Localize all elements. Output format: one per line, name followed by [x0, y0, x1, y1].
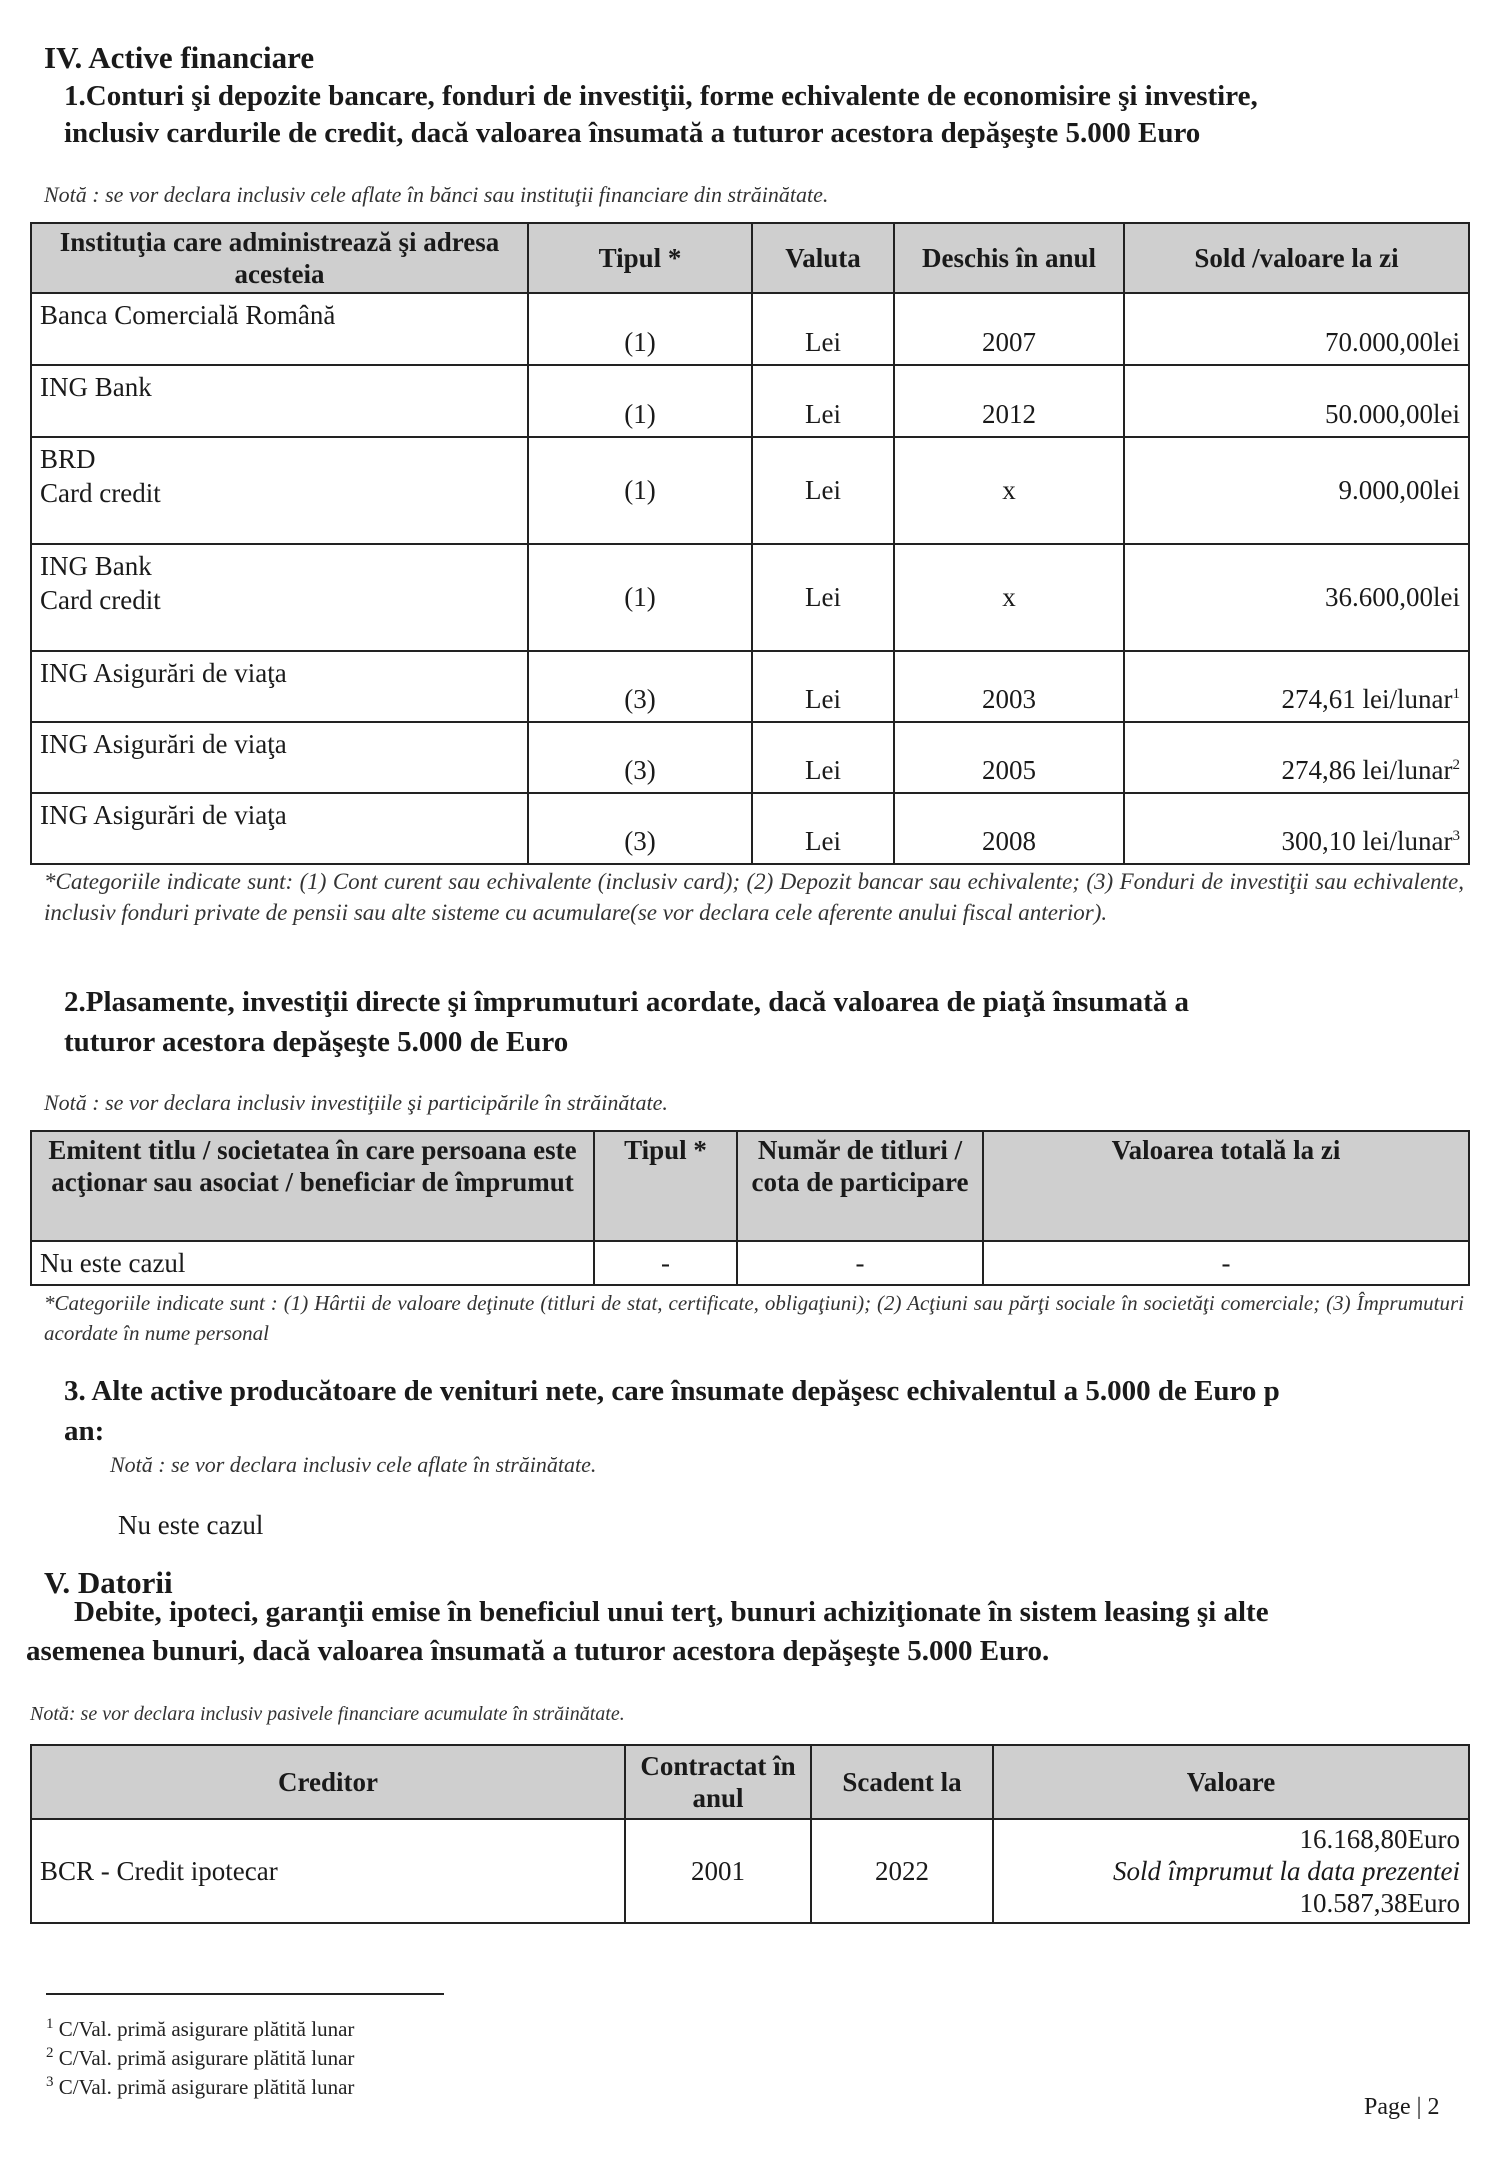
- value-cell: 274,86 lei/lunar: [1281, 755, 1453, 785]
- institution-name: ING Bank: [40, 551, 152, 581]
- sub1-note: Notă : se vor declara inclusiv cele aflate în bănci sau instituţii financiare din străinătate.: [44, 182, 829, 207]
- type-cell: (1): [528, 365, 752, 437]
- year-cell: 2008: [894, 793, 1124, 864]
- sub1-heading-line2: inclusiv cardurile de credit, dacă valoarea însumată a tuturor acestora depăşeşte 5.000 Euro: [64, 117, 1201, 149]
- debts-heading-line1: Debite, ipoteci, garanţii emise în beneficiul unui terţ, bunuri achiziţionate în sistem leasing şi alte: [74, 1596, 1269, 1628]
- footnote: $^2$ C/Val. primă asigurare plătită lunar: [46, 2045, 355, 2070]
- debts-table: [30, 1744, 1470, 1924]
- sub3-text: Nu este cazul: [118, 1510, 264, 1540]
- col-type: Tipul *: [594, 1131, 737, 1241]
- due-cell: 2022: [811, 1819, 993, 1923]
- col-institution: Instituţia care administrează şi adresa acesteia: [31, 223, 528, 293]
- debts-note: Notă: se vor declara inclusiv pasivele financiare acumulate în străinătate.: [30, 1703, 625, 1725]
- total-cell: -: [983, 1241, 1469, 1285]
- section-4-title: IV. Active financiare: [44, 40, 315, 75]
- footnote: $^3$ C/Val. primă asigurare plătită lunar: [46, 2074, 355, 2099]
- table-row: [31, 437, 1469, 544]
- institution-name: BRD: [40, 444, 96, 474]
- section-5-title: V. Datorii: [44, 1565, 173, 1600]
- col-contracted: Contractat în anul: [625, 1745, 811, 1819]
- footnote-ref[interactable]: 2: [1452, 757, 1460, 773]
- table-row: [31, 544, 1469, 651]
- currency-cell: Lei: [752, 437, 894, 544]
- issuer-cell: Nu este cazul: [31, 1241, 594, 1285]
- year-cell: 2003: [894, 651, 1124, 722]
- footnote: $^1$ C/Val. primă asigurare plătită lunar: [46, 2016, 355, 2041]
- value-balance: 10.587,38Euro: [1299, 1888, 1460, 1918]
- year-cell: 2007: [894, 293, 1124, 365]
- sub2-heading-line2: tuturor acestora depăşeşte 5.000 de Euro: [64, 1026, 569, 1058]
- value-cell: 300,10 lei/lunar: [1281, 826, 1453, 856]
- investments-table: [30, 1130, 1470, 1286]
- col-creditor: Creditor: [31, 1745, 625, 1819]
- value-cell: 50.000,00lei: [1325, 399, 1460, 429]
- sub2-note: Notă : se vor declara inclusiv investiţiile şi participările în străinătate.: [44, 1090, 668, 1115]
- currency-cell: Lei: [752, 293, 894, 365]
- currency-cell: Lei: [752, 365, 894, 437]
- currency-cell: Lei: [752, 722, 894, 793]
- col-count: Număr de titluri / cota de participare: [737, 1131, 983, 1241]
- count-cell: -: [737, 1241, 983, 1285]
- value-cell: 274,61 lei/lunar: [1281, 684, 1453, 714]
- sub1-heading-line1: 1.Conturi şi depozite bancare, fonduri de investiţii, forme echivalente de economisire şi investire,: [64, 80, 1258, 112]
- table-row: [31, 651, 1469, 722]
- sub1-categories: *Categoriile indicate sunt: (1) Cont curent sau echivalente (inclusiv card); (2) Depozit bancar sau echivalente; (3) Fonduri de investiţii sau echivalente, inclusiv fonduri private de pensii sau alte sisteme cu acumulare(se vor declara cele aferente anului fiscal anterior).: [44, 869, 1464, 925]
- col-opened: Deschis în anul: [894, 223, 1124, 293]
- value-cell: 9.000,00lei: [1338, 475, 1460, 505]
- col-issuer: Emitent titlu / societatea în care persoana este acţionar sau asociat / beneficiar de împrumut: [31, 1131, 594, 1241]
- year-cell: 2012: [894, 365, 1124, 437]
- currency-cell: Lei: [752, 651, 894, 722]
- year-cell: 2005: [894, 722, 1124, 793]
- creditor-cell: BCR - Credit ipotecar: [31, 1819, 625, 1923]
- accounts-table: [30, 222, 1470, 865]
- col-total-value: Valoarea totală la zi: [983, 1131, 1469, 1241]
- footnote-divider: [46, 1993, 444, 1995]
- value-balance-label: Sold împrumut la data prezentei: [1113, 1856, 1460, 1886]
- type-cell: (3): [528, 793, 752, 864]
- col-value: Valoare: [993, 1745, 1469, 1819]
- institution-name: ING Asigurări de viaţa: [40, 729, 287, 759]
- col-type: Tipul *: [528, 223, 752, 293]
- page-number: Page | 2: [1364, 2094, 1440, 2120]
- institution-name: Banca Comercială Română: [40, 300, 336, 330]
- type-cell: (1): [528, 293, 752, 365]
- institution-name: ING Asigurări de viaţa: [40, 800, 287, 830]
- debts-heading-line2: asemenea bunuri, dacă valoarea însumată a tuturor acestora depăşeşte 5.000 Euro.: [26, 1635, 1050, 1667]
- table-row: [31, 365, 1469, 437]
- sub3-note: Notă : se vor declara inclusiv cele aflate în străinătate.: [110, 1452, 597, 1477]
- year-cell: x: [894, 544, 1124, 651]
- currency-cell: Lei: [752, 793, 894, 864]
- institution-name: ING Asigurări de viaţa: [40, 658, 287, 688]
- type-cell: (3): [528, 651, 752, 722]
- institution-detail: Card credit: [40, 478, 161, 508]
- table-row: [31, 293, 1469, 365]
- type-cell: (1): [528, 544, 752, 651]
- sub3-heading-line2: an:: [64, 1415, 105, 1447]
- sub2-categories: *Categoriile indicate sunt : (1) Hârtii de valoare deţinute (titluri de stat, certificate, obligaţiuni); (2) Acţiuni sau părţi sociale în societăţi comerciale; (3) Împrumuturi acordate în nume personal: [44, 1291, 1464, 1345]
- value-amount: 16.168,80Euro: [1299, 1824, 1460, 1854]
- year-cell: x: [894, 437, 1124, 544]
- footnote-ref[interactable]: 3: [1452, 828, 1460, 844]
- table-row: [31, 722, 1469, 793]
- col-balance: Sold /valoare la zi: [1124, 223, 1469, 293]
- contracted-cell: 2001: [625, 1819, 811, 1923]
- footnote-ref[interactable]: 1: [1452, 686, 1460, 702]
- sub2-heading-line1: 2.Plasamente, investiţii directe şi împrumuturi acordate, dacă valoarea de piaţă însumată a: [64, 986, 1189, 1018]
- table-row: [31, 1241, 1469, 1285]
- institution-name: ING Bank: [40, 372, 152, 402]
- table-row: [31, 1819, 1469, 1923]
- type-cell: (1): [528, 437, 752, 544]
- institution-detail: Card credit: [40, 585, 161, 615]
- value-cell: 70.000,00lei: [1325, 327, 1460, 357]
- col-currency: Valuta: [752, 223, 894, 293]
- type-cell: -: [594, 1241, 737, 1285]
- table-row: [31, 793, 1469, 864]
- value-cell: 36.600,00lei: [1325, 582, 1460, 612]
- currency-cell: Lei: [752, 544, 894, 651]
- type-cell: (3): [528, 722, 752, 793]
- col-due: Scadent la: [811, 1745, 993, 1819]
- sub3-heading-line1: 3. Alte active producătoare de venituri nete, care însumate depăşesc echivalentul a 5.000 de Euro p: [64, 1375, 1280, 1407]
